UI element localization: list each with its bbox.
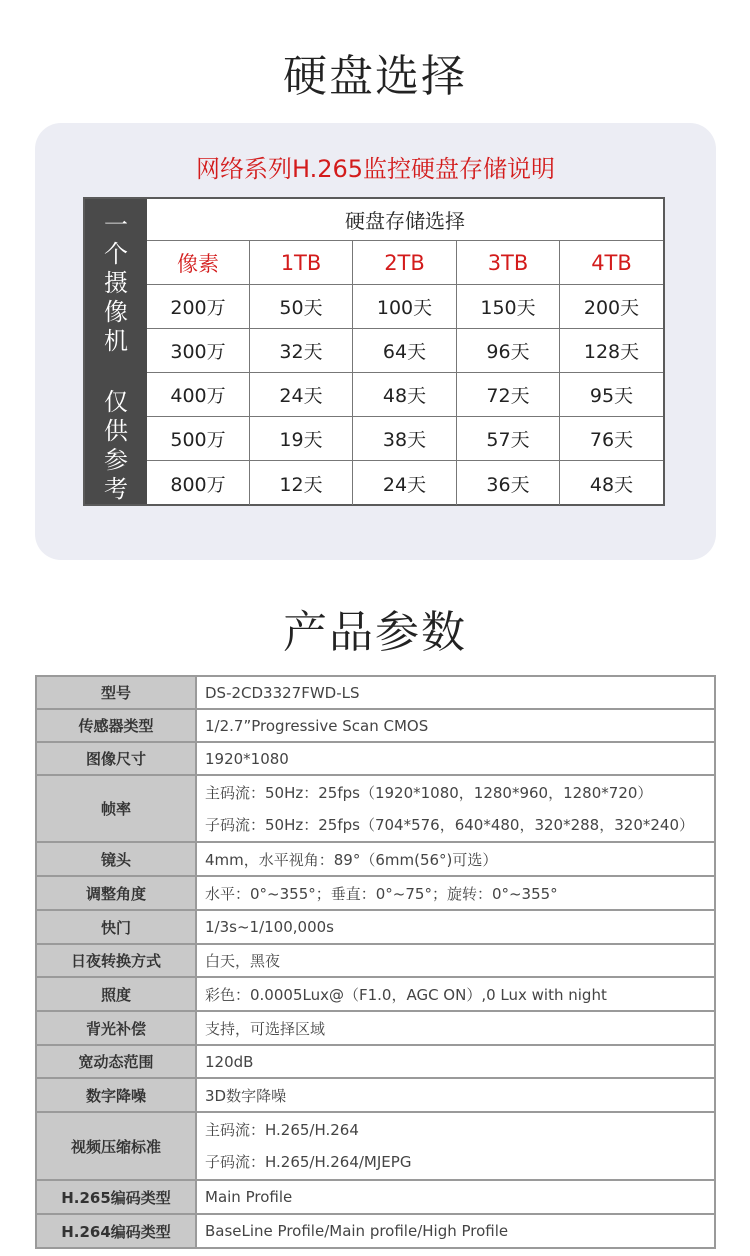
storage-column-header: 2TB	[353, 241, 457, 284]
storage-cell: 128天	[583, 341, 640, 363]
param-value-line: 4mm，水平视角：89°（6mm(56°)可选）	[205, 850, 498, 869]
storage-cell: 57天	[457, 417, 560, 460]
side-label-char: 仅	[104, 388, 128, 416]
side-label-char: 供	[104, 417, 128, 445]
param-row	[36, 775, 715, 842]
param-value-line: 水平：0°~355°；垂直：0°~75°；旋转：0°~355°	[205, 884, 558, 903]
storage-grid	[147, 199, 663, 504]
param-key: 图像尺寸	[36, 742, 196, 775]
param-row	[36, 910, 715, 944]
params-section-title: 产品参数	[283, 607, 467, 658]
storage-cell: 300万	[147, 329, 250, 372]
storage-cell: 48天	[589, 473, 634, 496]
param-value-line: 子码流：H.265/H.264/MJEPG	[205, 1153, 412, 1171]
storage-panel	[35, 123, 716, 560]
param-row	[36, 977, 715, 1011]
storage-cell: 96天	[457, 329, 560, 372]
param-row	[36, 709, 715, 742]
param-value	[196, 775, 715, 842]
storage-cell: 50天	[250, 285, 353, 328]
storage-row	[147, 285, 663, 329]
param-key: 快门	[36, 910, 196, 944]
side-label-char: 摄	[104, 269, 128, 297]
param-row	[36, 1045, 715, 1078]
storage-row	[147, 329, 663, 373]
storage-cell: 19天	[250, 417, 353, 460]
param-row	[36, 1112, 715, 1180]
param-row	[36, 944, 715, 977]
param-value	[196, 1112, 715, 1180]
param-key: H.265编码类型	[36, 1180, 196, 1214]
storage-cell: 95天	[589, 385, 634, 407]
param-row	[36, 742, 715, 775]
storage-cell: 72天	[457, 373, 560, 416]
storage-column-header: 3TB	[457, 241, 560, 284]
storage-column-header: 像素	[147, 241, 250, 284]
param-key: 宽动态范围	[36, 1045, 196, 1078]
side-label-char: 参	[104, 446, 128, 474]
storage-section-title: 硬盘选择	[283, 51, 467, 102]
storage-cell: 38天	[353, 417, 457, 460]
storage-row	[147, 417, 663, 461]
param-value-line: 120dB	[205, 1052, 254, 1071]
side-label-char: 像	[104, 298, 128, 326]
param-key: 数字降噪	[36, 1078, 196, 1112]
storage-cell: 36天	[457, 461, 560, 505]
param-value-line: DS-2CD3327FWD-LS	[205, 683, 360, 702]
param-value-line: Main Profile	[205, 1188, 293, 1206]
param-value-line: 主码流：H.265/H.264	[205, 1121, 359, 1139]
param-value	[196, 1180, 715, 1214]
storage-row	[147, 373, 663, 417]
param-key: 照度	[36, 977, 196, 1011]
param-value	[196, 1045, 715, 1078]
storage-table	[83, 197, 665, 506]
storage-cell: 76天	[589, 429, 634, 451]
param-value	[196, 676, 715, 709]
storage-cell: 32天	[250, 329, 353, 372]
param-key: 日夜转换方式	[36, 944, 196, 977]
side-label-char: 个	[104, 240, 128, 268]
param-row	[36, 1214, 715, 1248]
storage-cell: 24天	[353, 461, 457, 505]
storage-cell: 400万	[147, 373, 250, 416]
param-row	[36, 842, 715, 876]
params-table	[35, 675, 716, 1249]
param-value	[196, 944, 715, 977]
param-value	[196, 709, 715, 742]
param-value-line: 支持，可选择区域	[205, 1019, 326, 1038]
param-value	[196, 876, 715, 910]
side-label-char: 一	[104, 211, 128, 239]
param-value	[196, 1214, 715, 1248]
param-row	[36, 676, 715, 709]
param-key: 调整角度	[36, 876, 196, 910]
param-value-line: 1/3s~1/100,000s	[205, 918, 334, 936]
param-row	[36, 876, 715, 910]
param-key: 背光补偿	[36, 1011, 196, 1045]
storage-cell: 64天	[353, 329, 457, 372]
storage-cell: 150天	[457, 285, 560, 328]
storage-cell: 100天	[353, 285, 457, 328]
param-value-line: 1920*1080	[205, 749, 289, 768]
param-value	[196, 842, 715, 876]
storage-cell: 200万	[147, 285, 250, 328]
param-value-line: 1/2.7”Progressive Scan CMOS	[205, 716, 429, 735]
param-value-line: 彩色：0.0005Lux@（F1.0，AGC ON）,0 Lux with night	[205, 985, 607, 1004]
param-value-line: 白天，黑夜	[205, 952, 281, 970]
param-key: 帧率	[36, 775, 196, 842]
param-value-line: BaseLine Profile/Main profile/High Profile	[205, 1222, 509, 1240]
param-value-line: 主码流：50Hz：25fps（1920*1080，1280*960，1280*720）	[205, 783, 653, 802]
storage-cell: 48天	[353, 373, 457, 416]
param-value	[196, 1011, 715, 1045]
param-value	[196, 977, 715, 1011]
param-row	[36, 1180, 715, 1214]
storage-cell: 12天	[250, 461, 353, 505]
param-key: 传感器类型	[36, 709, 196, 742]
param-row	[36, 1011, 715, 1045]
side-label-char: 机	[104, 327, 128, 355]
param-value-line: 子码流：50Hz：25fps（704*576，640*480，320*288，320*240）	[205, 815, 694, 834]
param-key: H.264编码类型	[36, 1214, 196, 1248]
storage-row	[147, 461, 663, 505]
storage-column-header: 1TB	[250, 241, 353, 284]
param-key: 型号	[36, 676, 196, 709]
storage-header-row	[147, 241, 663, 285]
param-key: 镜头	[36, 842, 196, 876]
param-value	[196, 742, 715, 775]
param-row	[36, 1078, 715, 1112]
storage-column-header: 4TB	[591, 250, 632, 275]
storage-panel-title: 网络系列H.265监控硬盘存储说明	[195, 155, 556, 183]
param-value-line: 3D数字降噪	[205, 1086, 287, 1105]
storage-cell: 24天	[250, 373, 353, 416]
storage-table-title: 硬盘存储选择	[147, 199, 663, 241]
storage-cell: 500万	[147, 417, 250, 460]
storage-cell: 200天	[583, 297, 640, 319]
storage-cell: 800万	[147, 461, 250, 505]
side-label	[85, 199, 147, 504]
param-value	[196, 910, 715, 944]
param-key: 视频压缩标准	[36, 1112, 196, 1180]
side-label-char: 考	[104, 475, 128, 503]
param-value	[196, 1078, 715, 1112]
